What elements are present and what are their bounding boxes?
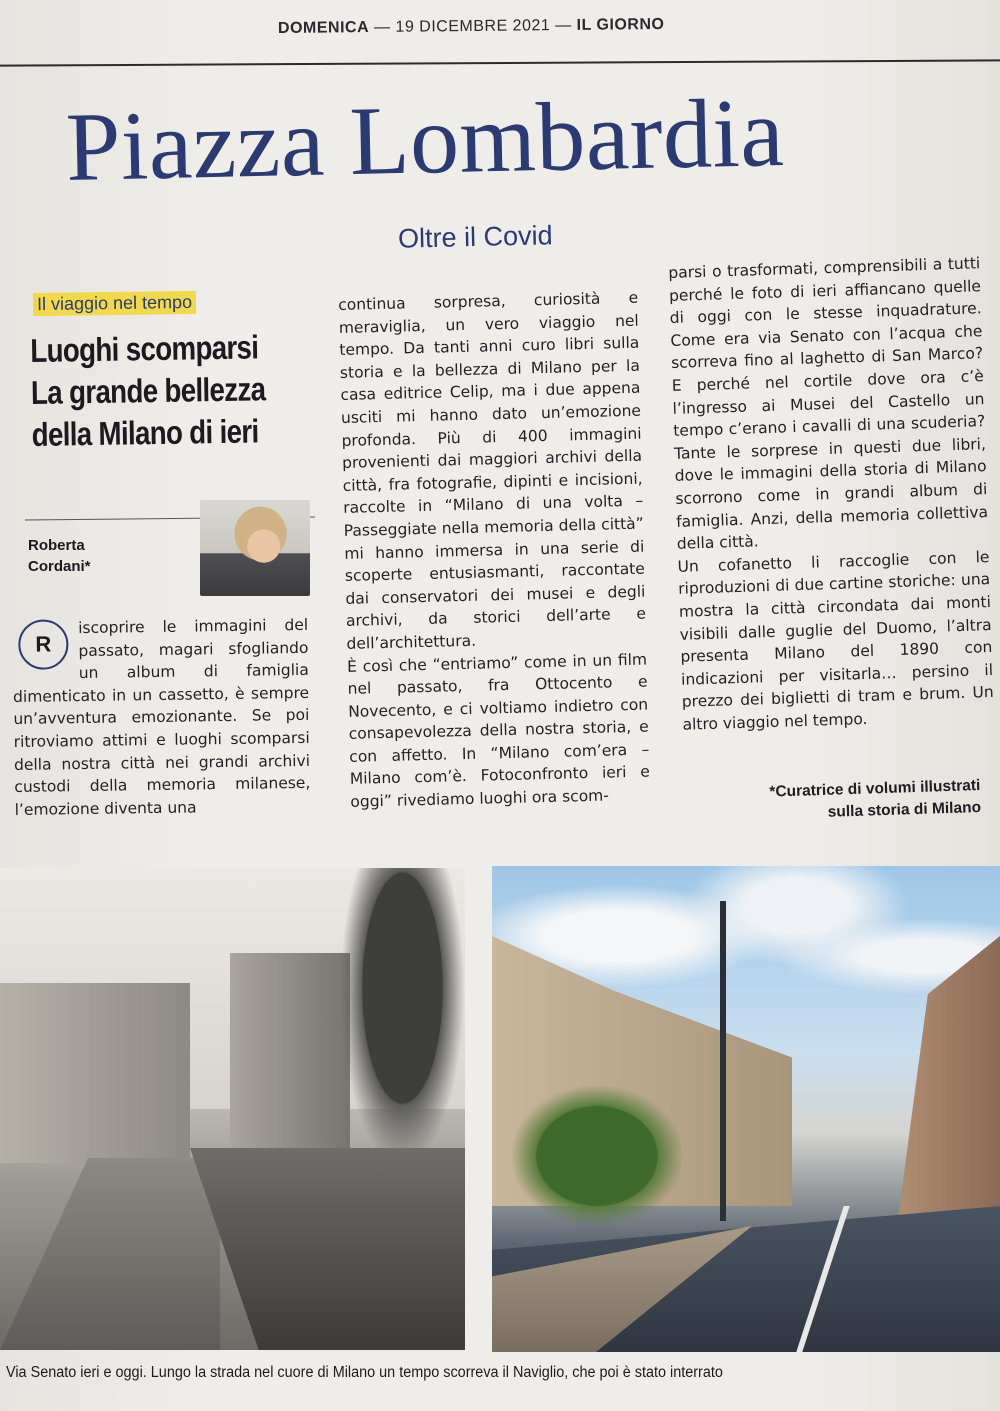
headline-line: della Milano di ieri xyxy=(31,412,259,453)
modern-photo-via-senato xyxy=(492,866,1000,1352)
paragraph: Un cofanetto li raccoglie con le riproduzioni di due cartine storiche: una mostra la città circondata dai monti visibili dalle guglie del Duomo, l’altra presenta Milano del 1890 con indicazioni per visitarla… persino il prezzo dei biglietti di tram e brum. Un altro viaggio nel tempo. xyxy=(677,547,994,734)
article-column-3 xyxy=(668,252,995,736)
photo-building xyxy=(0,983,190,1163)
headline-line: Luoghi scomparsi xyxy=(30,328,259,369)
paragraph: iscoprire le immagini del passato, magari sfogliando un album di famiglia dimenticato in un cassetto, è sempre un’avventura emozionante. Se poi ritroviamo attimi e luoghi scomparsi della nostra città nei grandi archivi custodi della memoria milanese, l’emozione diventa una xyxy=(12,615,311,819)
photo-street xyxy=(0,1158,220,1350)
author-byline xyxy=(28,535,91,577)
paragraph: parsi o trasformati, comprensibili a tutti perché le foto di ieri affiancano quelle di oggi con le stesse inquadrature. Come era via Senato con l’acqua che scorreva fino al laghetto di San Marco? E perché nel cortile dove ora c’è l’ingresso ai Musei del Castello un tempo c’erano i cavalli di una scuderia? Tante le sorprese in questi due libri, dove le immagini della storia di Milano scorrono come in grandi album di famiglia. Anzi, della memoria collettiva della città. xyxy=(668,254,989,553)
paragraph: È così che “entriamo” come in un film nel passato, fra Ottocento e Novecento, e ci voltiamo indietro con consapevolezza della nostra storia, e con affetto. In “Milano com’era – Milano com’è. Fotoconfronto ieri e oggi” rivediamo luoghi ora scom- xyxy=(346,650,650,811)
header-dash: — xyxy=(373,18,396,36)
photo-lamp-post xyxy=(720,901,726,1221)
photo-caption: Via Senato ieri e oggi. Lungo la strada nel cuore di Milano un tempo scorreva il Naviglio, che poi è stato interrato xyxy=(6,1364,723,1381)
page-header xyxy=(0,0,1000,62)
header-date: 19 DICEMBRE 2021 xyxy=(395,17,551,36)
article-kicker: Il viaggio nel tempo xyxy=(33,291,196,316)
photo-building xyxy=(230,953,350,1153)
section-title: Piazza Lombardia xyxy=(64,78,786,202)
section-subtitle: Oltre il Covid xyxy=(397,220,553,254)
photo-tree xyxy=(512,1086,682,1226)
paragraph: continua sorpresa, curiosità e meraviglia, un vero viaggio nel tempo. Da tanti anni curo libri sulla storia e la bellezza di Milano per la casa editrice Celip, ma i due appena usciti mi hanno dato un’emozione profonda. Più di 400 immagini provenienti dai maggiori archivi della città, fra fotografie, dipinti e incisioni, raccolte in “Milano di una volta – Passeggiate nella memoria della città” mi hanno immersa in una serie di scoperte entusiasmanti, raccontate dai conservatori dei musei e degli archivi, da storici dell’arte e dell’architettura. xyxy=(338,288,647,653)
article-headline xyxy=(30,325,332,456)
header-day: DOMENICA xyxy=(277,19,370,37)
headline-line: La grande bellezza xyxy=(30,370,266,411)
footnote-line: *Curatrice di volumi illustrati xyxy=(769,776,981,801)
historic-photo-via-senato xyxy=(0,868,465,1350)
header-dash: — xyxy=(555,16,577,35)
footnote-line: sulla storia di Milano xyxy=(827,798,982,821)
author-footnote xyxy=(690,775,981,828)
photo-canal xyxy=(190,1148,465,1350)
header-paper-name: IL GIORNO xyxy=(576,15,665,34)
author-last-name: Cordani* xyxy=(28,558,91,575)
header-dateline xyxy=(278,16,665,38)
photo-trees xyxy=(340,868,465,1168)
author-photo xyxy=(200,500,310,596)
drop-cap: R xyxy=(18,619,69,670)
article-column-2 xyxy=(338,287,651,814)
article-column-1 xyxy=(12,614,311,821)
author-first-name: Roberta xyxy=(28,537,85,554)
